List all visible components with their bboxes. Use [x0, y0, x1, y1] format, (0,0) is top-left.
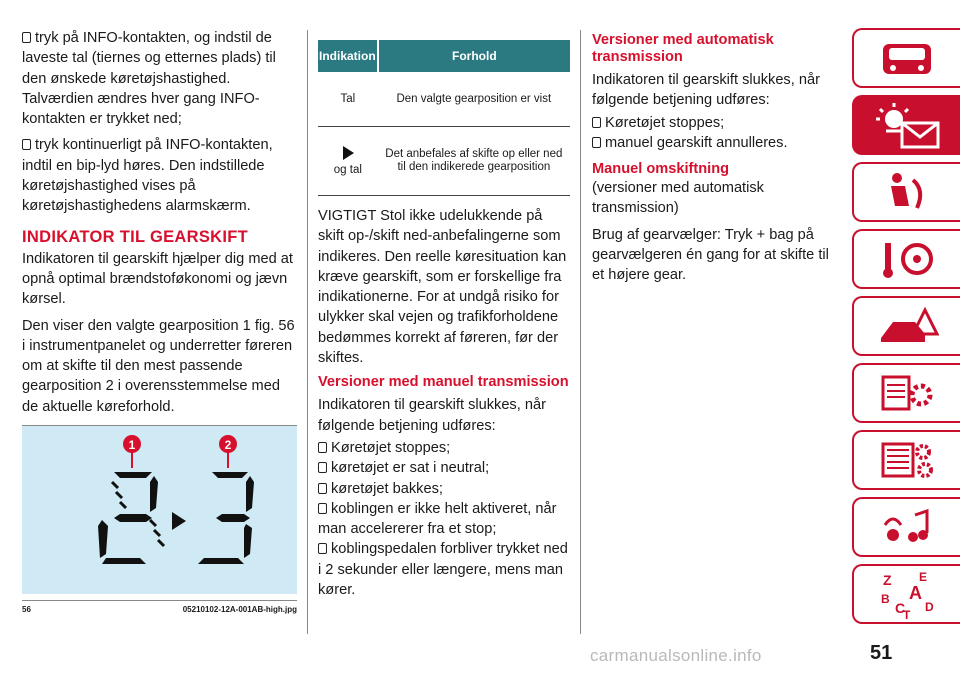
page-number: 51 — [870, 642, 893, 664]
list-item: manuel gearskift annulleres. — [592, 133, 837, 153]
figure-caption — [22, 600, 297, 614]
tab-safety[interactable] — [852, 162, 960, 222]
bullet-icon — [318, 462, 327, 473]
figure-gear-indicator — [22, 425, 297, 594]
tab-multimedia[interactable] — [852, 497, 960, 557]
column-right — [592, 28, 837, 292]
paragraph: tryk kontinuerligt på INFO-kontakten, indtil en bip-lyd høres. Den indstillede køretøjshastighed vises på køretøjshastighedens alarmskærm. — [22, 137, 273, 215]
warning-light-envelope-icon — [870, 101, 944, 149]
table-cell: Tal — [318, 72, 378, 127]
arrow-right-icon — [341, 146, 355, 160]
svg-text:D: D — [925, 600, 934, 614]
chapter-tabs — [852, 28, 960, 631]
breakdown-warning-icon — [875, 304, 939, 348]
svg-text:2: 2 — [224, 438, 232, 453]
watermark: carmanualsonline.info — [590, 646, 762, 665]
multimedia-music-icon — [875, 505, 939, 549]
paragraph: VIGTIGT Stol ikke udelukkende på skift op-/skift ned-anbefalingerne som indikeres. Den reelle køresituation kan kræve gearskift, som er forskellige fra indikationerne. For at undgå risiko for ulykker skal vejen og trafikforholdene bedømmes korrekt af føreren, før der skiftes. — [318, 208, 567, 367]
svg-text:E: E — [919, 570, 928, 584]
svg-text:A: A — [909, 583, 922, 603]
seat-airbag-icon — [875, 170, 939, 214]
bullet-icon — [318, 503, 327, 514]
list-item: Køretøjet stoppes; — [592, 113, 837, 133]
table-row — [318, 72, 570, 127]
bullet-icon — [318, 543, 327, 554]
indicator-table — [318, 40, 570, 196]
list-item: Køretøjet stoppes; — [318, 438, 570, 458]
table-header: Forhold — [378, 40, 570, 72]
paragraph: Den viser den valgte gearposition 1 fig. 56 i instrumentpanelet og underretter føreren om at skifte til den mest passende gearposition 2 i overensstemmelse med de aktuelle køreforhold. — [22, 317, 295, 415]
paragraph: Indikatoren til gearskift slukkes, når følgende betjening udføres: — [592, 72, 820, 109]
tab-maintenance[interactable] — [852, 363, 960, 423]
tab-starting-driving[interactable] — [852, 229, 960, 289]
gear-display-illustration — [22, 426, 297, 594]
section-heading: Versioner med manuel transmission — [318, 374, 569, 391]
paragraph: (versioner med automatisk transmission) — [592, 180, 764, 217]
bullet-icon — [592, 137, 601, 148]
list-item: koblingen er ikke helt aktiveret, når man accelererer fra et stop; — [318, 500, 557, 538]
svg-text:1: 1 — [128, 438, 136, 453]
car-dashboard-icon — [875, 36, 939, 80]
svg-text:C: C — [895, 600, 906, 616]
paragraph: Indikatoren til gearskift slukkes, når følgende betjening udføres: — [318, 397, 546, 434]
bullet-icon — [22, 32, 31, 43]
bullet-icon — [318, 483, 327, 494]
maintenance-gear-icon — [875, 371, 939, 415]
svg-text:B: B — [881, 592, 890, 606]
column-middle — [318, 36, 570, 600]
paragraph: Brug af gearvælger: Tryk + bag på gearvælgeren én gang for at skifte til et højere gear. — [592, 226, 829, 284]
tab-emergency[interactable] — [852, 296, 960, 356]
figure-filename: 05210102-12A-001AB-high.jpg — [182, 605, 297, 615]
column-divider — [580, 30, 581, 634]
shift-up-arrow-icon — [172, 512, 186, 530]
paragraph: Indikatoren til gearskift hjælper dig med at opnå optimal brændstoføkonomi og jævn kørsel. — [22, 250, 293, 308]
technical-data-icon — [875, 438, 939, 482]
list-item: koblingspedalen forbliver trykket ned i 2 sekunder eller længere, mens man kører. — [318, 541, 568, 599]
svg-text:Z: Z — [883, 572, 892, 588]
list-item: køretøjet er sat i neutral; — [318, 458, 570, 478]
tab-dashboard[interactable] — [852, 28, 960, 88]
svg-text:T: T — [903, 608, 911, 619]
section-heading: INDIKATOR TIL GEARSKIFT — [22, 227, 248, 246]
section-heading: Manuel omskiftning — [592, 161, 730, 178]
list-item: køretøjet bakkes; — [318, 479, 570, 499]
figure-number: 56 — [22, 605, 31, 615]
key-steering-wheel-icon — [875, 237, 939, 281]
tab-index[interactable] — [852, 564, 960, 624]
table-cell: Den valgte gearposition er vist — [378, 72, 570, 127]
table-cell: og tal — [318, 127, 378, 196]
tab-technical-data[interactable] — [852, 430, 960, 490]
table-cell: Det anbefales af skifte op eller ned til den indikerede gearposition — [378, 127, 570, 196]
alphabetical-index-icon — [875, 569, 939, 619]
tab-warning-lights[interactable] — [852, 95, 960, 155]
column-left — [22, 28, 297, 614]
bullet-icon — [592, 117, 601, 128]
table-header: Indikation — [318, 40, 378, 72]
paragraph: tryk på INFO-kontakten, og indstil de laveste tal (tiernes og etternes plads) til den ønskede køretøjshastighed. Talværdien ændres hver gang INFO-kontakten er trykket ned; — [22, 30, 276, 128]
column-divider — [307, 30, 308, 634]
table-row — [318, 127, 570, 196]
section-heading: Versioner med automatisk transmission — [592, 32, 774, 65]
bullet-icon — [22, 139, 31, 150]
bullet-icon — [318, 442, 327, 453]
